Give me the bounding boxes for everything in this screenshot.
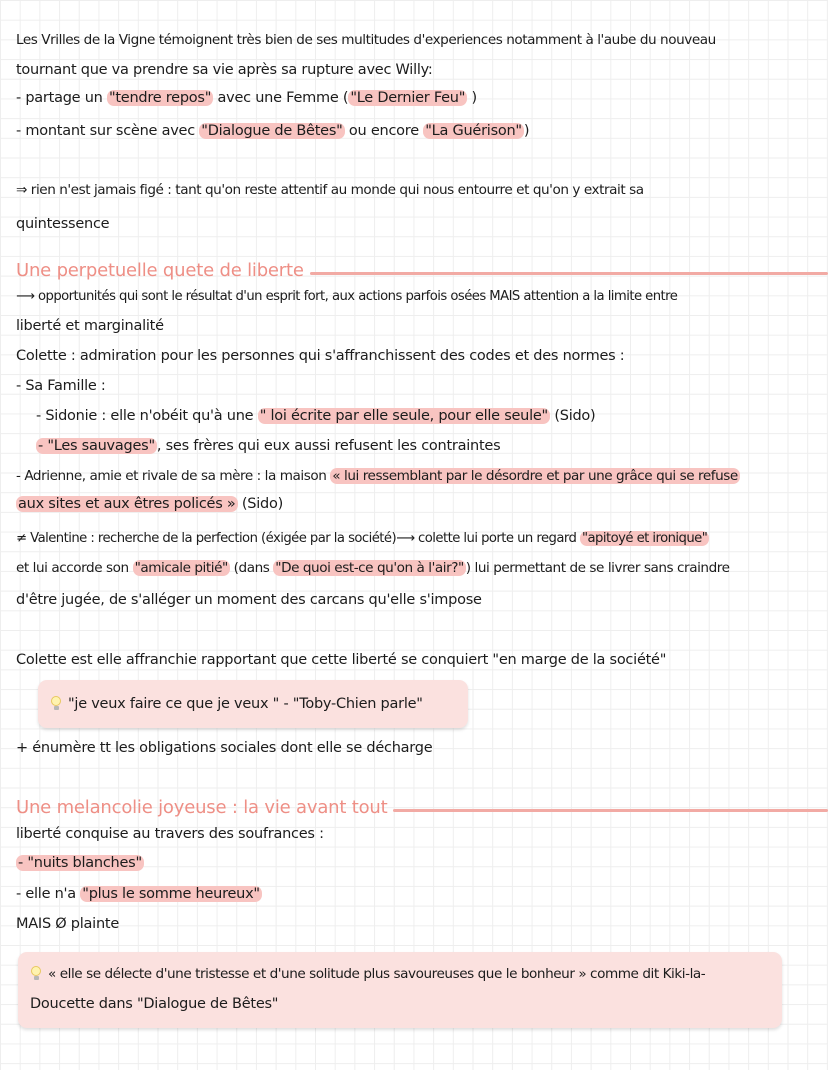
section-heading-liberte [16, 257, 828, 283]
text: (Sido) [237, 496, 283, 512]
callout-text [50, 694, 458, 714]
text: - partage un [16, 90, 107, 106]
intro-line-2: tournant que va prendre sa vie après sa rupture avec Willy: [16, 62, 433, 78]
highlight-quote: « lui ressemblant par le désordre et par une grâce qui se refuse [332, 468, 738, 484]
callout-quote-toby [38, 680, 468, 728]
callout-quote-kiki [18, 952, 782, 1028]
text: ou encore [344, 123, 424, 139]
text: et lui accorde son [16, 560, 133, 576]
section-title: Une melancolie joyeuse : la vie avant tout [16, 796, 388, 818]
text: - Sidonie : elle n'obéit qu'à une [36, 408, 258, 424]
text: ) lui permettant de se livrer sans craindre [465, 560, 730, 576]
heading-rule [310, 272, 828, 275]
highlight-title: "De quoi est-ce qu'on à l'air?" [275, 560, 464, 576]
highlight-quote: "plus le somme heureux" [82, 886, 260, 902]
text: ) [467, 90, 477, 106]
section1-line-adrienne-2 [16, 494, 822, 514]
highlight-quote: - "nuits blanches" [18, 855, 142, 871]
lightbulb-icon [30, 966, 42, 980]
section2-line-1: liberté conquise au travers des soufrances : [16, 826, 324, 842]
highlight-title: "La Guérison" [425, 123, 522, 139]
text: (dans [229, 560, 274, 576]
heading-rule [393, 809, 828, 812]
highlight-title: "Le Dernier Feu" [350, 90, 466, 106]
text: ) [523, 123, 530, 139]
text: - montant sur scène avec [16, 123, 200, 139]
section1-line-valentine-3: d'être jugée, de s'alléger un moment des carcans qu'elle s'impose [16, 592, 482, 608]
highlight-quote: "tendre repos" [108, 90, 212, 106]
intro-conclusion-line-1: ⇒ rien n'est jamais figé : tant qu'on reste attentif au monde qui nous entourre et qu'on y extrait sa [16, 182, 644, 198]
callout-quote: "je veux faire ce que je veux " - "Toby-Chien parle" [68, 696, 423, 712]
text: - elle n'a [16, 886, 81, 902]
highlight-quote: - "Les sauvages" [38, 438, 155, 454]
section1-line-affranchie: Colette est elle affranchie rapportant que cette liberté se conquiert "en marge de la société" [16, 652, 667, 668]
section1-line-sauvages [36, 436, 822, 456]
highlight-quote: "apitoyé et ironique" [581, 531, 708, 546]
section2-line-plainte: MAIS Ø plainte [16, 916, 119, 932]
text: ≠ Valentine : recherche de la perfection (éxigée par la société)⟶ colette lui porte un regard [16, 531, 580, 546]
section1-line-valentine [16, 529, 822, 549]
text: avec une Femme ( [213, 90, 349, 106]
callout-quote: « elle se délecte d'une tristesse et d'une solitude plus savoureuses que le bonheur » comme dit Kiki-la- [48, 966, 706, 982]
section1-line-1: ⟶ opportunités qui sont le résultat d'un esprit fort, aux actions parfois osées MAIS attention a la limite entre [16, 289, 678, 304]
text: (Sido) [549, 408, 596, 424]
section1-line-adrienne [16, 466, 822, 486]
intro-line-1: Les Vrilles de la Vigne témoignent très bien de ses multitudes d'experiences notamment à l'aube du nouveau [16, 32, 716, 48]
section1-line-2: liberté et marginalité [16, 318, 164, 334]
section1-line-valentine-2 [16, 558, 822, 578]
highlight-quote: aux sites et aux êtres policés » [18, 496, 236, 512]
highlight-quote: " loi écrite par elle seule, pour elle seule" [259, 408, 548, 424]
section2-line-nuits [16, 853, 822, 873]
intro-conclusion-line-2: quintessence [16, 216, 110, 232]
intro-bullet-scene [16, 121, 822, 141]
section-title: Une perpetuelle quete de liberte [16, 259, 304, 281]
text: - Adrienne, amie et rivale de sa mère : la maison [16, 468, 331, 484]
section-heading-melancolie [16, 794, 828, 820]
intro-bullet-tendre-repos [16, 88, 822, 108]
section1-line-sidonie [36, 406, 822, 426]
section2-line-somme [16, 884, 822, 904]
callout-text-line-1 [30, 964, 772, 984]
highlight-quote: "amicale pitié" [134, 560, 228, 576]
highlight-title: "Dialogue de Bêtes" [201, 123, 343, 139]
section1-line-3: Colette : admiration pour les personnes qui s'affranchissent des codes et des normes : [16, 348, 625, 364]
text: , ses frères qui eux aussi refusent les contraintes [156, 438, 501, 454]
section1-line-famille: - Sa Famille : [16, 378, 106, 394]
section1-line-obligations: + énumère tt les obligations sociales dont elle se décharge [16, 740, 433, 756]
lightbulb-icon [50, 696, 62, 710]
callout-text-line-2: Doucette dans "Dialogue de Bêtes" [30, 996, 279, 1012]
